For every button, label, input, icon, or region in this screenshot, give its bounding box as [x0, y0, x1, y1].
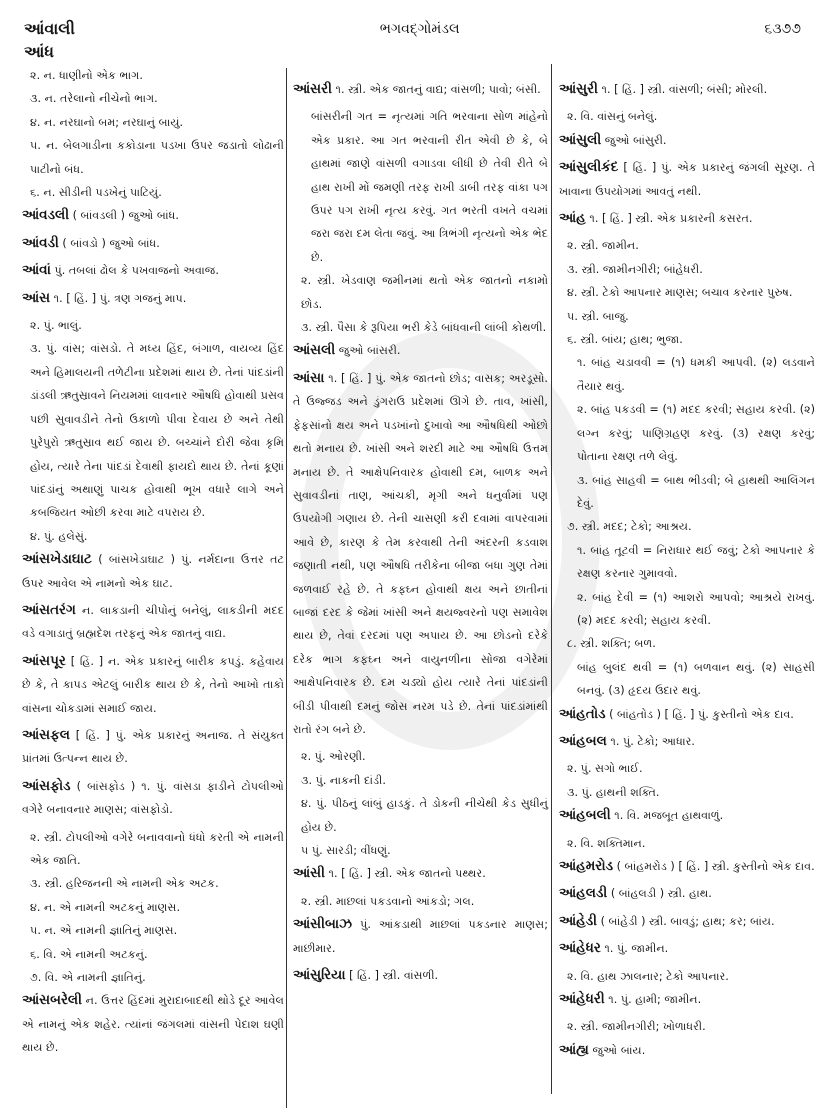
sense-item: ૭. વિ. એ નામની જ્ઞાતિનું. — [30, 971, 146, 985]
definition: ૧. [ હિં. ] પું. એક જાતનો છોડ; વાસક; અરડૂસો. તે ઉજ્જડ અને ડુંગરાઉ પ્રદેશમાં ઊગે છે. તાવ, ખાંસી, ફેફસાંનો ક્ષય અને પડખાંનો દુખાવો આ ઔષધિથી ઓછો થતો મનાય છે. ખાંસી અને શરદી માટે આ ઔષધિ ઉત્તમ મનાય છે. તે આક્ષેપનિવારક હોવાથી દમ, બાળક અને સુવાવડીનાં તાણ, આંચકી, મૃગી અને ધનુર્વામાં પણ ઉપયોગી ગણાય છે. તેની ચાસણી કરી દવામાં વાપરવામાં આવે છે, કારણ કે તેમ કરવાથી તેની અંદરની કડવાશ જણાતી નથી, પણ ઔષધિ તરીકેના બીજા બધા ગુણ તેમાં જળવાઈ રહે છે. તે કફઘ્ન હોવાથી ક્ષય અને છાતીનાં બાજાં દરદ કે જેમાં ખાંસી અને ક્ષયજ્વરનો પણ સમાવેશ થાય છે, તેવાં દરદમાં પણ અપાય છે. આ છોડનો દરેકે દરેક ભાગ કફઘ્ન અને વાયુનળીના સોજા વગેરેમાં આક્ષેપનિવારક છે. દમ ચડ્યો હોય ત્યારે તેનાં પાંદડાંની બીડી પીવાથી દમનું જોસ નરમ પડે છે. તેનાં પાંદડાંમાંથી રાતો રંગ બને છે. — [293, 371, 548, 736]
idiom-subsense: બાંસરીની ગત = નૃત્યમાં ગતિ ભરવાના સોળ માંહેનો એક પ્રકાર. આ ગત ભરવાની રીત એવી છે કે, બે હાથમાં જાણે વાંસળી વગાડવા લીધી છે તેવી રીતે બે હાથ રાખી મોં જમણી તરફ રાખી ડાબી તરફ વાંકા પગ ઉપર પગ રાખી નૃત્ય કરવું. ગત ભરતી વખતે વચમાં જરા જરા દમ લેતા જવું. આ ત્રિભંગી નૃત્યનો એક ભેદ છે. — [311, 110, 548, 264]
sense-item: ૩. પું. વાંસ; વાંસડો. તે મધ્ય હિંદ, બંગાળ, વાયવ્ય હિંદ અને હિમાલયની તળેટીના પ્રદેશમાં થાય છે. તેનાં પાંદડાંની ડાંડલી ઋતુસ્રાવને નિયમમાં લાવનાર ઔષધિ હોવાથી પ્રસવ પછી સુવાવડીને તેનો ઉકાળો પીવા દેવાય છે અને તેથી પુરેપુરો ઋતુસ્રાવ થઈ જાય છે. બચ્ચાંને દોરી જેવા કૃમિ હોય, ત્યારે તેના પાંદડાં દેવાથી ફાયદો થાય છે. તેનાં કૂણાં પાંદડાંનું અથાણું પાચક હોવાથી ભૂખ વધારે લાગે અને કબજિયત ઓછી કરવા માટે વપરાય છે. — [30, 342, 284, 520]
sense-item: ૫. સ્ત્રી. બાજુ. — [567, 309, 629, 323]
headword: આંસરી — [293, 81, 332, 97]
dictionary-entry — [293, 913, 548, 960]
definition: ( બાંહતોડ ) [ હિં. ] પું. કુસ્તીનો એક દાવ. — [609, 707, 794, 721]
sense-item: ૪. સ્ત્રી. ટેકો આપનાર માણસ; બચાવ કરનાર પુરુષ. — [567, 286, 793, 300]
dictionary-entry — [559, 882, 815, 905]
headword: આંસ — [22, 289, 51, 306]
dictionary-entry — [22, 775, 284, 822]
dictionary-entry — [559, 855, 815, 878]
sense-item: ૬. સ્ત્રી. બાંય; હાથ; ભુજા. — [567, 333, 683, 347]
dictionary-entry — [293, 339, 548, 362]
definition: ૧. સ્ત્રી. એક જાતનું વાદ્ય; વાંસળી; પાવો; બંસી. — [335, 83, 541, 96]
definition: ૧. [ હિં. ] પું. ત્રણ ગજનું માપ. — [53, 291, 187, 305]
dictionary-entry — [559, 730, 815, 753]
definition: ૧. [ હિં. ] સ્ત્રી. એક પ્રકારની કસરત. — [589, 212, 753, 226]
idiom-subsense: ૨. બાંહ દેવી = (૧) આશરો આપવો; આશ્રયે રાખવું. (૨) મદદ કરવી; સહાય કરવી. — [577, 590, 815, 627]
headword: આંસુરિયા — [293, 967, 346, 984]
sense-item: ૮. સ્ત્રી. શક્તિ; બળ. — [567, 637, 656, 651]
definition: જુઓ બાંસુરી. — [604, 133, 667, 147]
idiom-subsense: ૨. બાંહ પકડવી = (૧) મદદ કરવી; સહાય કરવી. (૨) લગ્ન કરવું; પાણિગ્રહણ કરવું. (૩) રક્ષણ કરવું; પોતાના રક્ષણ તળે લેવું. — [577, 403, 815, 464]
dictionary-entry — [559, 156, 815, 203]
definition: જુઓ બાંસરી. — [338, 344, 401, 358]
definition: ( બાંસફોડ ) ૧. પું. વાંસડા ફાડીને ટોપલીઓ વગેરે બનાવનાર માણસ; વાંસફોડો. — [22, 779, 284, 817]
definition: ૧. પું. હામી; જામીન. — [608, 993, 702, 1007]
sense-item: ૪. પું. પીઠનું લાંબું હાડકું. તે ડોકની નીચેથી કેડ સુધીનું હોય છે. — [301, 797, 548, 834]
definition: ( બાંહલડી ) સ્ત્રી. હાથ. — [610, 887, 712, 901]
sense-item: ૪. ન. નરઘાનો બમ; નરઘાનું બાયું. — [30, 115, 184, 129]
sense-item: ૩. સ્ત્રી. પૈસા કે રૂપિયા ભરી કેડે બાંધવાની લાંબી કોથળી. — [301, 321, 547, 335]
headword: આંહતોડ — [559, 705, 606, 722]
sense-item: ૭. સ્ત્રી. મદદ; ટેકો; આશ્રય. — [567, 520, 692, 534]
sense-item: ૫ પું. સારડી; વીંધણું. — [301, 844, 391, 857]
headword: આંસતરંગ — [22, 601, 76, 618]
sense-item: ૬. ન. સીડીની પડખેનું પાટિયું. — [30, 186, 162, 200]
dictionary-entry — [22, 287, 284, 310]
idiom-subsense: ૩. બાંહ સાહવી = બાથ ભીડવી; બે હાથથી આલિંગન દેવું. — [577, 473, 815, 510]
headword: આંસલી — [293, 342, 336, 359]
headword: આંસીબાઝ — [293, 916, 352, 933]
idiom-subsense: ૧. બાંહ ચડાવવી = (૧) ધમકી આપવી. (૨) લડવાને તૈયાર થવું. — [577, 356, 815, 393]
headword: આંવડલી — [22, 207, 70, 224]
headword: આંસા — [293, 369, 325, 386]
dictionary-entry — [559, 804, 815, 827]
headword: આંહલડી — [559, 885, 608, 902]
sense-item: ૨. વિ. શક્તિમાન. — [567, 836, 646, 850]
definition: ( બાંસખેડાઘાટ ) પું. નર્મદાના ઉત્તર તટ ઉપર આવેલ એ નામનો એક ઘાટ. — [22, 553, 285, 590]
definition: ૧. પું. ટેકો; આધાર. — [610, 734, 695, 748]
definition: ( બાંહેડી ) સ્ત્રી. બાવડું; હાથ; કર; બાંય. — [600, 914, 775, 928]
sense-item: ૩. પું. નાકની દાંડી. — [301, 773, 386, 787]
definition: પું. તબલાં ઢોલ કે પખવાજનો અવાજ. — [54, 264, 219, 278]
definition: ૧. [ હિં. ] સ્ત્રી. એક જાતનો પથ્થર. — [328, 867, 486, 881]
column-2 — [293, 78, 548, 991]
sense-item: ૨. સ્ત્રી. ખેડવાણ જમીનમાં થતો એક જાતનો નકામો છોડ. — [301, 274, 548, 311]
definition: [ હિં. ] પું. એક પ્રકારનું જંગલી સૂરણ. તે ખાવાના ઉપયોગમાં આવતું નથી. — [559, 161, 815, 198]
dictionary-entry — [559, 937, 815, 960]
dictionary-entry — [22, 232, 284, 255]
definition: પું. આંકડાથી માછલાં પકડનાર માણસ; માછીમાર. — [293, 918, 548, 955]
definition: ૧. વિ. મજબૂત હાથવાળું. — [614, 809, 724, 823]
definition: ન. ઉત્તર હિંદમાં મુરાદાબાદથી થોડે દૂર આવેલ એ નામનું એક શહેર. ત્યાંનાં જંગલમાં વાંસની પેદાશ ઘણી થાય છે. — [22, 994, 284, 1055]
dictionary-entry — [559, 129, 815, 152]
sense-item: ૨. વિ. વાંસનું બનેલું. — [567, 110, 658, 124]
sense-item: ૬. વિ. એ નામની અટકનું. — [30, 947, 148, 961]
dictionary-entry — [22, 650, 284, 720]
headword: આંવાં — [22, 262, 51, 279]
column-divider — [551, 64, 552, 1094]
dictionary-entry — [559, 910, 815, 933]
definition: જુઓ બાંય. — [592, 1043, 646, 1057]
headword: આંહબલી — [559, 807, 611, 824]
sense-item: ૪. ન. એ નામની અટકનું માણસ. — [30, 900, 181, 914]
sense-item: ૩. સ્ત્રી. જામીનગીરી; બાંહેધરી. — [567, 262, 703, 276]
dictionary-entry — [293, 78, 548, 101]
headword: આંસફોડ — [22, 777, 71, 794]
headword: આંહેધરી — [559, 991, 605, 1008]
definition: ( બાંહમરોડ ) [ હિં. ] સ્ત્રી. કુસ્તીનો એક દાવ. — [616, 860, 815, 873]
definition: [ હિં. ] ન. એક પ્રકારનું બારીક કપડું. કહેવાય છે કે, તે કાપડ એટલું બારીક થાય છે કે, તેનો આખો તાકો વાંસના ચોકડામાં સમાઈ જાય. — [22, 654, 284, 715]
column-1 — [22, 64, 284, 1064]
sense-item: ૨. પું. સગો ભાઈ. — [567, 762, 643, 776]
headword: આંહેધર — [559, 940, 601, 957]
definition: ( બાંવડો ) જુઓ બાંધ. — [62, 236, 160, 250]
headword: આંસુલીકંદ — [559, 159, 619, 176]
headword: આંવડી — [22, 234, 59, 251]
dictionary-entry — [22, 989, 284, 1059]
guide-word-second: આંધ — [24, 42, 54, 61]
headword: આંસફલ — [22, 726, 70, 743]
definition: [ હિં. ] સ્ત્રી. વાંસળી. — [349, 969, 439, 983]
sense-item: ૩. સ્ત્રી. હરિજનની એ નામની એક અટક. — [30, 877, 219, 891]
sense-item: ૪. પું. હલેસું. — [30, 529, 88, 543]
definition: ૧. [ હિં. ] સ્ત્રી. વાંસળી; બંસી; મોરલી. — [601, 83, 768, 96]
dictionary-entry — [22, 548, 284, 595]
headword: આંહ્ય — [559, 1041, 589, 1058]
dictionary-entry — [293, 367, 548, 742]
headword: આંસખેડાઘાટ — [22, 551, 92, 568]
sense-item: ૩. ન. તરેલાનો નીચેનો ભાગ. — [30, 92, 158, 106]
sense-item: ૫. ન. બેલગાડીના કકોડાના પડખા ઉપર જડાતો લોઢાની પાટીનો બંધ. — [30, 139, 284, 176]
sense-item: ૨. વિ. હાથ ઝાલનાર; ટેકો આપનાર. — [567, 969, 729, 983]
dictionary-entry — [22, 204, 284, 227]
headword: આંહબલ — [559, 732, 607, 749]
idiom-subsense: ૧. બાંહ તૂટવી = નિરાધાર થઈ જવું; ટેકો આપનાર કે રક્ષણ કરનાર ગુમાવવો. — [577, 543, 815, 581]
dictionary-entry — [559, 207, 815, 230]
dictionary-entry — [559, 703, 815, 726]
definition: ૧. પું. જામીન. — [604, 942, 669, 956]
headword: આંહમરોડ — [559, 858, 614, 874]
dictionary-entry — [559, 988, 815, 1011]
column-divider — [286, 68, 287, 1108]
headword: આંસી — [293, 865, 325, 882]
dictionary-entry — [293, 862, 548, 885]
page-title: ભગવદ્ગોમંડલ — [379, 21, 460, 37]
sense-item: ૩. પું. હાથની શક્તિ. — [567, 785, 660, 799]
headword: આંસુલી — [559, 131, 602, 148]
sense-item: ૨. સ્ત્રી. માછલાં પકડવાનો આંકડો; ગલ. — [301, 894, 475, 908]
sense-item: ૨. ન. ધાણીનો એક ભાગ. — [30, 69, 143, 82]
sense-item: ૨. પું. ભાલું. — [30, 319, 82, 333]
sense-item: ૫. ન. એ નામની જ્ઞાતિનું માણસ. — [30, 924, 178, 938]
dictionary-entry — [22, 259, 284, 282]
dictionary-entry — [293, 964, 548, 987]
definition: ન. લાકડાની ચીપોનું બનેલું, લાકડીની મદદ વડે વગાડાતું બ્રહ્મદેશ તરફનું એક જાતનું વાદ્ય. — [22, 603, 284, 641]
dictionary-entry — [559, 1039, 815, 1062]
definition: ( બાંવડલી ) જુઓ બાંધ. — [72, 209, 179, 223]
dictionary-entry — [559, 78, 815, 101]
definition: [ હિં. ] પું. એક પ્રકારનું અનાજ. તે સંયુક્ત પ્રાંતમાં ઉત્પન્ન થાય છે. — [22, 728, 284, 766]
page-header — [24, 18, 801, 40]
dictionary-entry — [22, 724, 284, 771]
guide-word-left: આંવાલી — [24, 19, 75, 38]
headword: આંહેડી — [559, 912, 598, 929]
sense-item: ૨. સ્ત્રી. જામીનગીરી; ખોળાધરી. — [567, 1020, 706, 1034]
column-3 — [559, 78, 815, 1066]
headword: આંહ — [559, 210, 586, 227]
page-number: ૬૩૭૭ — [764, 21, 801, 37]
idiom-subsense: બાંહ બુલંદ થવી = (૧) બળવાન થવું. (૨) સાહસી બનવું. (૩) હૃદય ઉદાર થવું. — [577, 660, 815, 698]
dictionary-entry — [22, 599, 284, 646]
sense-item: ૨. સ્ત્રી. ટોપલીઓ વગેરે બનાવવાનો ધંધો કરતી એ નામની એક જાતિ. — [30, 830, 284, 867]
sense-item: ૨. સ્ત્રી. જામીન. — [567, 239, 639, 253]
headword: આંસબરેલી — [22, 992, 82, 1009]
headword: આંસપૂર — [22, 652, 66, 669]
headword: આંસુરી — [559, 81, 598, 97]
sense-item: ૨. પું. ઓરણી. — [301, 750, 366, 764]
